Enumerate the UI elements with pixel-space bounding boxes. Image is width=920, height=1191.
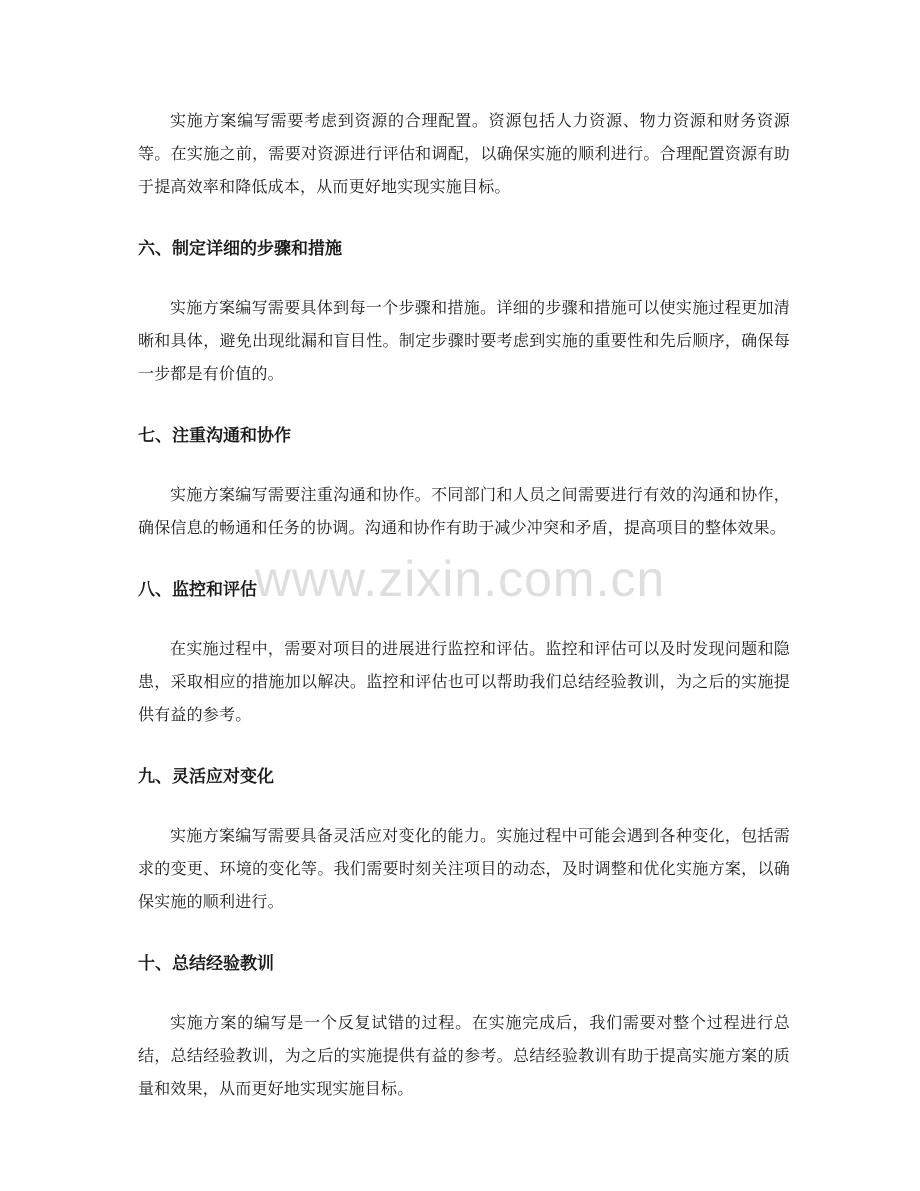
section-heading-6: 六、制定详细的步骤和措施: [138, 239, 342, 259]
intro-paragraph: 实施方案编写需要考虑到资源的合理配置。资源包括人力资源、物力资源和财务资源等。在实施之前，需要对资源进行评估和调配，以确保实施的顺利进行。合理配置资源有助于提高效率和降低成本，从而更好地实现实施目标。: [138, 111, 790, 196]
section-paragraph-8: 在实施过程中，需要对项目的进展进行监控和评估。监控和评估可以及时发现问题和隐患，采取相应的措施加以解决。监控和评估也可以帮助我们总结经验教训，为之后的实施提供有益的参考。: [138, 639, 790, 724]
section-heading-7: 七、注重沟通和协作: [138, 426, 291, 446]
section-paragraph-10: 实施方案的编写是一个反复试错的过程。在实施完成后，我们需要对整个过程进行总结，总结经验教训，为之后的实施提供有益的参考。总结经验教训有助于提高实施方案的质量和效果，从而更好地实现实施目标。: [138, 1013, 790, 1098]
section-heading-10: 十、总结经验教训: [138, 954, 274, 974]
section-paragraph-7: 实施方案编写需要注重沟通和协作。不同部门和人员之间需要进行有效的沟通和协作，确保信息的畅通和任务的协调。沟通和协作有助于减少冲突和矛盾，提高项目的整体效果。: [138, 485, 790, 537]
section-paragraph-9: 实施方案编写需要具备灵活应对变化的能力。实施过程中可能会遇到各种变化，包括需求的变更、环境的变化等。我们需要时刻关注项目的动态，及时调整和优化实施方案，以确保实施的顺利进行。: [138, 826, 790, 911]
document-body: [138, 104, 790, 1105]
section-paragraph-6: 实施方案编写需要具体到每一个步骤和措施。详细的步骤和措施可以使实施过程更加清晰和具体，避免出现纰漏和盲目性。制定步骤时要考虑到实施的重要性和先后顺序，确保每一步都是有价值的。: [138, 298, 790, 383]
section-heading-8: 八、监控和评估: [138, 580, 257, 600]
section-heading-9: 九、灵活应对变化: [138, 767, 274, 787]
watermark-text: www.zixin.com.cn: [254, 551, 666, 607]
